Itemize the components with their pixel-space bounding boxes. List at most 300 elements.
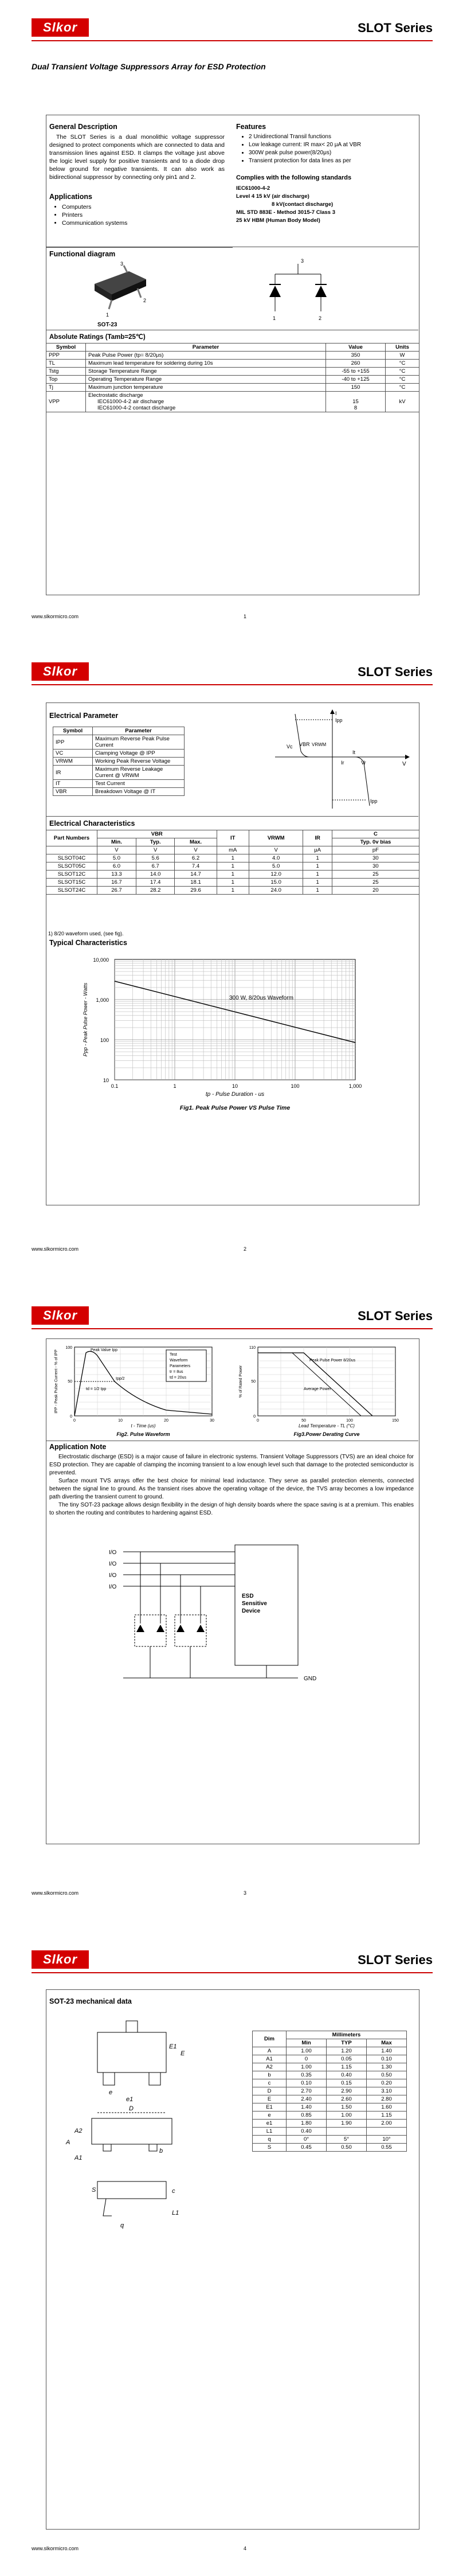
table-cell: 0.15 [327,2079,367,2087]
table-header: Parameter [93,727,185,735]
table-cell: 4.0 [249,854,303,862]
curve-label: Ir [341,760,344,766]
absolute-ratings-heading: Absolute Ratings (Tamb=25℃) [49,334,146,341]
brand-logo: Slkor [32,662,89,681]
application-note-paragraph: Electrostatic discharge (ESD) is a major cause of failure in electronic systems. Transient Voltage Suppressors (TVS) are an ideal choice for ESD protection. They are capable of clamping the incoming transient to a low enough level such that damage to the protected semiconductor is prevented. [49,1454,414,1476]
table-cell: 0.05 [327,2055,367,2063]
table-cell: 2.40 [287,2095,327,2103]
table-row [46,352,419,360]
series-title: SLOT Series [358,21,433,35]
table-cell: L1 [253,2128,287,2136]
table-cell: 28.2 [136,887,175,895]
table-cell: 1 [303,871,332,879]
table-row [46,376,419,384]
y-tick-label: 0 [253,1415,256,1419]
table-row [253,2120,407,2128]
device-label: Sensitive [242,1601,267,1607]
table-cell [326,392,386,412]
sot23-package-image [86,261,160,318]
page-number: 2 [244,1246,247,1252]
table-cell: 25 [332,879,419,887]
brand-logo: Slkor [32,1950,89,1969]
table-cell: mA [217,846,249,854]
y-tick-label: 10,000 [93,957,109,963]
table-row [253,2136,407,2144]
table-cell: 7.4 [175,862,217,871]
table-row [253,2079,407,2087]
table-cell: TL [46,360,86,368]
axis-label: V [402,761,406,767]
table-row [253,2055,407,2063]
mechanical-data-heading: SOT-23 mechanical data [49,1997,132,2005]
table-cell: 0.50 [327,2144,367,2152]
table-header: Max [367,2039,407,2047]
table-cell: 1 [303,887,332,895]
table-row [53,788,185,796]
table-row [46,862,419,871]
esd-line: Electrostatic discharge [88,392,143,399]
x-tick-label: 50 [301,1419,306,1423]
table-row [46,384,419,392]
table-cell: 0.40 [287,2128,327,2136]
table-cell: W [386,352,419,360]
table-cell: 12.0 [249,871,303,879]
table-row [253,2087,407,2095]
chart-caption: Fig3.Power Derating Curve [293,1431,360,1437]
table-cell: E1 [253,2103,287,2111]
table-header: C [332,830,419,838]
curve-label: VRWM [312,742,327,747]
x-tick-label: 100 [291,1083,300,1089]
dimension-label: A2 [74,2128,83,2134]
table-cell: 1 [217,887,249,895]
curve-label: Average Power [304,1387,331,1391]
table-row [46,887,419,895]
table-cell: 18.1 [175,879,217,887]
table-cell: μA [303,846,332,854]
table-row [46,871,419,879]
page-header [32,661,433,685]
table-row [253,2063,407,2071]
list-item: • Communication systems [62,219,127,227]
curve-label: VBR [299,741,310,747]
table-cell: 0 [287,2055,327,2063]
table-cell: VBR [53,788,93,796]
x-axis-label: Lead Temperature - TL (°C) [299,1423,355,1428]
y-tick-label: 100 [65,1346,72,1350]
table-cell: IR [53,766,93,780]
table-row [253,2103,407,2111]
series-title: SLOT Series [358,1309,433,1323]
legend-line: Parameters [170,1364,191,1368]
table-header: Dim [253,2031,287,2047]
esd-line: IEC61000-4-2 air discharge [97,399,164,405]
table-header: Value [326,344,386,352]
table-cell: Maximum junction temperature [86,384,326,392]
iv-curve-diagram [269,708,413,811]
io-label: I/O [109,1549,117,1556]
device-label: Device [242,1608,261,1614]
series-title: SLOT Series [358,665,433,679]
table-header: TYP [327,2039,367,2047]
table-cell: 1.50 [327,2103,367,2111]
table-cell: 25 [332,871,419,879]
table-row [46,368,419,376]
table-cell: 0.35 [287,2071,327,2079]
table-cell: Working Peak Reverse Voltage [93,758,185,766]
page-footer [32,1890,433,1902]
pin-label: 3 [120,261,124,267]
table-header: IT [217,830,249,846]
y-tick-label: 110 [249,1346,256,1350]
pin-label: 2 [143,298,147,303]
curve-label: Ipp/2 [116,1377,125,1381]
table-row [253,2128,407,2136]
table-cell: Peak Pulse Power (tp= 8/20μs) [86,352,326,360]
page-number: 3 [244,1890,247,1896]
page-footer [32,2546,433,2557]
table-cell: 2.70 [287,2087,327,2095]
table-header: Millimeters [287,2031,407,2039]
table-header: Parameter [86,344,326,352]
table-row [253,2047,407,2055]
table-cell: 1.40 [367,2047,407,2055]
table-cell: 260 [326,360,386,368]
table-cell: D [253,2087,287,2095]
dimension-label: E1 [169,2043,177,2050]
table-cell: 0.10 [367,2055,407,2063]
table-row [53,766,185,780]
io-label: I/O [109,1572,117,1579]
pin-label: 2 [319,315,322,321]
table-cell: SLSOT04C [46,854,97,862]
dimension-label: D [129,2105,134,2112]
standard-line: 25 kV HBM (Human Body Model) [236,217,320,224]
table-cell: 0.20 [367,2079,407,2087]
table-cell: V [249,846,303,854]
table-cell: kV [386,392,419,412]
dimension-label: S [92,2187,96,2193]
page-2 [0,644,455,1288]
table-header: IR [303,830,332,846]
table-row [253,2111,407,2120]
table-cell: 30 [332,854,419,862]
table-cell: 20 [332,887,419,895]
table-cell: V [136,846,175,854]
x-axis-label: t - Time (us) [131,1423,156,1428]
package-label: SOT-23 [97,322,117,328]
table-cell: 1 [303,862,332,871]
table-cell: 5.6 [136,854,175,862]
esd-value: 8 [354,405,358,411]
table-row [46,392,419,412]
x-tick-label: 30 [210,1419,214,1423]
x-tick-label: 0 [73,1419,76,1423]
y-tick-label: 0 [70,1415,72,1419]
table-cell: 16.7 [97,879,136,887]
dimension-label: b [159,2148,163,2155]
table-cell: 17.4 [136,879,175,887]
table-cell: 5.0 [249,862,303,871]
page-number: 4 [244,2546,247,2551]
table-cell: VPP [46,392,86,412]
table-cell: 1.80 [287,2120,327,2128]
power-derating-chart [235,1344,413,1439]
table-cell: 5° [327,2136,367,2144]
table-row [253,2095,407,2103]
table-cell: -40 to +125 [326,376,386,384]
unit-row [46,846,419,854]
pin-label: 3 [301,258,304,264]
document-title: Dual Transient Voltage Suppressors Array for ESD Protection [32,62,266,71]
table-cell: 1 [217,854,249,862]
table-cell: 150 [326,384,386,392]
table-cell: 14.7 [175,871,217,879]
table-cell: °C [386,368,419,376]
table-footnote: 1) 8/20 waveform used, (see fig). [48,931,124,936]
table-cell: 0.50 [367,2071,407,2079]
table-cell: pF [332,846,419,854]
table-row [53,735,185,750]
dimension-label: q [120,2222,124,2229]
page-4 [0,1932,455,2576]
table-cell: 1.20 [327,2047,367,2055]
legend-line: tr = 8us [170,1370,183,1374]
x-tick-label: 10 [232,1083,238,1089]
footer-url: www.slkormicro.com [32,614,79,619]
series-title: SLOT Series [358,1953,433,1967]
divider [46,1441,418,1442]
table-cell: E [253,2095,287,2103]
divider [46,816,418,817]
dimension-label: L1 [172,2210,179,2216]
curve-label: It [352,750,356,755]
table-cell: 0.10 [287,2079,327,2087]
y-tick-label: 10 [103,1078,109,1083]
table-cell: 2.90 [327,2087,367,2095]
table-cell: 5.0 [97,854,136,862]
table-cell: Breakdown Voltage @ IT [93,788,185,796]
table-cell: 24.0 [249,887,303,895]
table-cell: 1 [303,854,332,862]
table-header: Symbol [53,727,93,735]
table-cell: Tj [46,384,86,392]
table-cell: Clamping Voltage @ IPP [93,750,185,758]
table-row [46,879,419,887]
table-cell: A [253,2047,287,2055]
list-item: • Transient protection for data lines as per [249,157,421,165]
list-item: • Low leakage current: IR max< 20 μA at VBR [249,141,421,149]
y-tick-label: 100 [100,1037,109,1043]
x-tick-label: 0 [257,1419,259,1423]
footer-url: www.slkormicro.com [32,1890,79,1896]
page-header [32,1949,433,1973]
table-header: Max. [175,838,217,846]
io-label: I/O [109,1561,117,1567]
y-axis-label: IPP - Peak Pulse Current - % of IPP [54,1349,58,1414]
gnd-label: GND [304,1676,317,1682]
dimension-label: A1 [74,2155,83,2161]
general-description-heading: General Description [49,123,117,131]
table-cell: 14.0 [136,871,175,879]
standards-list [236,185,335,225]
standard-line: Level 4 15 kV (air discharge) [236,193,309,200]
table-cell: 1.15 [327,2063,367,2071]
table-row [53,780,185,788]
axis-label: I [335,711,337,716]
table-row [253,2071,407,2079]
page-1 [0,0,455,644]
table-cell: 0.85 [287,2111,327,2120]
electrical-characteristics-heading: Electrical Characteristics [49,819,135,828]
table-cell: 1 [217,871,249,879]
device-label: ESD [242,1593,254,1599]
table-cell: Maximum Reverse Leakage Current @ VRWM [93,766,185,780]
page-footer [32,1246,433,1258]
y-axis-label: Ppp - Peak Pulse Power - Watts [83,982,88,1057]
legend-line: Waveform [170,1359,188,1363]
features-list [240,133,421,165]
curve-label: Vc [287,744,293,750]
x-tick-label: 1 [173,1083,176,1089]
table-cell: °C [386,376,419,384]
table-cell: Storage Temperature Range [86,368,326,376]
peak-pulse-power-chart [80,954,378,1114]
table-cell: VRWM [53,758,93,766]
page-header [32,1305,433,1329]
esd-line: IEC61000-4-2 contact discharge [97,405,176,411]
table-cell: SLSOT12C [46,871,97,879]
table-cell: °C [386,384,419,392]
table-header: Units [386,344,419,352]
standards-heading: Complies with the following standards [236,174,352,181]
table-cell [327,2128,367,2136]
table-cell: -55 to +155 [326,368,386,376]
table-cell: 1.15 [367,2111,407,2120]
dimensions-table [252,2031,407,2152]
table-cell: 1.30 [367,2063,407,2071]
table-cell: 0° [287,2136,327,2144]
typical-characteristics-heading: Typical Characteristics [49,939,127,947]
table-cell: SLSOT24C [46,887,97,895]
standard-line: 8 kV(contact discharge) [272,201,334,208]
table-cell: 1 [217,862,249,871]
table-cell: 2.80 [367,2095,407,2103]
x-tick-label: 10 [118,1419,123,1423]
chart-caption: Fig2. Pulse Waveform [116,1431,170,1437]
table-header: VBR [97,830,217,838]
table-cell: 15.0 [249,879,303,887]
table-header: Typ. [136,838,175,846]
x-tick-label: 150 [392,1419,399,1423]
curve-label: Ipp [370,798,378,804]
table-cell: 1.90 [327,2120,367,2128]
table-cell: Maximum Reverse Peak Pulse Current [93,735,185,750]
curve-label: Vr [361,760,366,766]
table-header: Min [287,2039,327,2047]
table-cell: 0.45 [287,2144,327,2152]
application-note-heading: Application Note [49,1443,107,1451]
table-cell: IT [53,780,93,788]
list-item: • 2 Unidirectional Transil functions [249,133,421,141]
x-tick-label: 1,000 [348,1083,362,1089]
pin-label: 1 [273,315,276,321]
applications-heading: Applications [49,193,93,201]
table-cell: VC [53,750,93,758]
electrical-characteristics-table [46,830,419,895]
table-cell: Maximum lead temperature for soldering during 10s [86,360,326,368]
table-cell: 26.7 [97,887,136,895]
dimension-label: c [172,2188,175,2195]
table-cell: e [253,2111,287,2120]
dimension-label: e [109,2089,113,2096]
curve-label: Peak Value Ipp [91,1348,117,1352]
table-cell: Test Current [93,780,185,788]
footer-url: www.slkormicro.com [32,2546,79,2551]
table-row [46,360,419,368]
table-cell: 6.7 [136,862,175,871]
y-tick-label: 50 [251,1380,256,1384]
legend-line: Test [170,1353,177,1357]
dimension-label: e1 [126,2096,134,2103]
application-circuit-diagram [109,1540,355,1695]
pulse-waveform-chart [52,1344,229,1439]
table-cell: c [253,2079,287,2087]
y-tick-label: 1,000 [96,997,109,1003]
table-cell: 1.00 [287,2047,327,2055]
table-cell: 1.60 [367,2103,407,2111]
table-cell: q [253,2136,287,2144]
curve-label: td = 1/2 Ipp [86,1387,107,1391]
application-note-paragraph: The tiny SOT-23 package allows design flexibility in the design of high density boards where the space saving is at a premium. This enables to shorten the routing and contributes to hardening against ESD. [49,1502,414,1516]
table-row [53,750,185,758]
curve-label: Peak Pulse Power 8/20us [309,1359,356,1363]
applications-list [53,203,127,227]
table-cell: 1.00 [287,2063,327,2071]
table-header: Min. [97,838,136,846]
dimension-label: E [181,2050,185,2057]
page-header [32,17,433,41]
general-description-text: The SLOT Series is a dual monolithic voltage suppressor designed to protect components which are connected to data and transmission lines against ESD. It clamps the voltage just above the logic level supply for positive transients and to a diode drop below ground for negative transients. It can also work as bidirectional suppressor by connecting only pin1 and 2. [49,134,225,181]
divider [46,247,418,248]
table-cell: 2.00 [367,2120,407,2128]
table-header: Typ. 0v bias [332,838,419,846]
table-cell: 1.40 [287,2103,327,2111]
list-item: • 300W peak pulse power(8/20μs) [249,149,421,157]
table-cell: 0.40 [327,2071,367,2079]
list-item: • Printers [62,211,127,219]
legend-line: td = 20us [170,1376,186,1380]
table-cell: 6.0 [97,862,136,871]
io-label: I/O [109,1584,117,1590]
table-cell: IPP [53,735,93,750]
table-cell: 3.10 [367,2087,407,2095]
table-cell: SLSOT15C [46,879,97,887]
brand-logo: Slkor [32,1306,89,1325]
table-row [253,2144,407,2152]
table-cell: PPP [46,352,86,360]
table-cell [367,2128,407,2136]
table-cell: 13.3 [97,871,136,879]
sot23-outline-drawing [52,2009,235,2250]
standard-line: MIL STD 883E - Method 3015-7 Class 3 [236,209,335,216]
features-heading: Features [236,123,266,131]
table-row [46,854,419,862]
y-axis-label: % of Rated Power [239,1365,243,1398]
x-tick-label: 0.1 [111,1083,119,1089]
table-cell: e1 [253,2120,287,2128]
table-cell: V [175,846,217,854]
